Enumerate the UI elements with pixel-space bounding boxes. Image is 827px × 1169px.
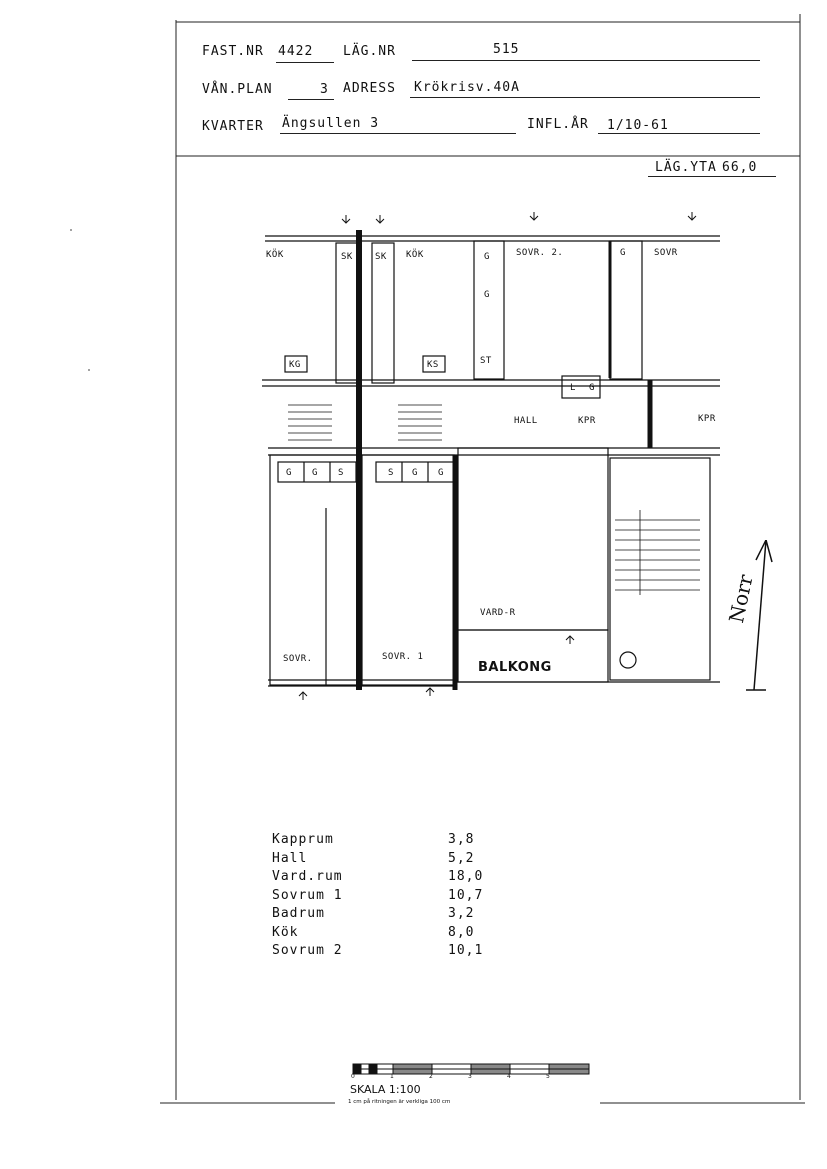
label-sk-1: SK: [341, 252, 353, 262]
lag-yta-value: 66,0: [722, 160, 758, 175]
label-s-2: S: [388, 468, 394, 478]
area-room-value: 3,8: [448, 832, 475, 847]
scale-tick-label: 4: [507, 1073, 511, 1080]
adress-value: Krökrisv.40A: [414, 80, 520, 95]
area-row: [272, 832, 508, 851]
label-kg: KG: [289, 360, 301, 370]
area-row: [272, 943, 508, 962]
label-sovr-left: SOVR.: [283, 654, 313, 664]
label-kok-right: KÖK: [406, 250, 424, 260]
label-g-2: G: [484, 290, 490, 300]
scale-tick-label: 1: [390, 1073, 394, 1080]
label-g-6: G: [412, 468, 418, 478]
norr-label: Norr: [724, 572, 758, 625]
area-row: [272, 888, 508, 907]
label-g-8: G: [589, 383, 595, 393]
lag-yta-label: LÄG.YTA: [655, 160, 717, 175]
label-kpr-2: KPR: [698, 414, 716, 424]
label-s-1: S: [338, 468, 344, 478]
scale-tick-label: 2: [429, 1073, 433, 1080]
label-g-1: G: [484, 252, 490, 262]
area-room-value: 10,7: [448, 887, 484, 903]
scale-tick-label: 3: [468, 1073, 472, 1080]
area-room-value: 10,1: [448, 943, 484, 958]
area-row: [272, 851, 508, 870]
label-kok-left: KÖK: [266, 250, 284, 260]
area-room-value: 8,0: [448, 924, 475, 940]
area-room-value: 5,2: [448, 850, 475, 866]
scale-subtitle: 1 cm på ritningen är verkliga 100 cm: [348, 1099, 451, 1105]
area-room-value: 18,0: [448, 869, 484, 884]
lag-nr-value: 515: [493, 42, 520, 57]
label-vard-r: VARD-R: [480, 608, 516, 618]
label-sovr-right: SOVR: [654, 248, 678, 258]
area-row: [272, 869, 508, 888]
scale-tick-label: 5: [546, 1073, 550, 1080]
fast-nr-label: FAST.NR: [202, 44, 264, 59]
label-g-4: G: [286, 468, 292, 478]
area-room-name: Hall: [272, 850, 308, 866]
infl-ar-value: 1/10-61: [607, 118, 669, 133]
scale-ticks: [350, 1073, 595, 1083]
label-l: L: [570, 383, 576, 393]
area-row: [272, 925, 508, 944]
area-room-value: 3,2: [448, 906, 475, 921]
scale-title: SKALA 1:100: [350, 1083, 421, 1096]
area-room-name: Vard.rum: [272, 869, 343, 884]
area-room-name: Badrum: [272, 906, 325, 921]
scale-tick-label: 0: [351, 1073, 355, 1080]
label-hall: HALL: [514, 416, 538, 426]
label-kpr-1: KPR: [578, 416, 596, 426]
infl-ar-label: INFL.ÅR: [527, 117, 589, 132]
label-st: ST: [480, 356, 492, 366]
label-sovr1: SOVR. 1: [382, 652, 424, 662]
fast-nr-value: 4422: [278, 44, 314, 59]
adress-label: ADRESS: [343, 81, 396, 96]
area-room-name: Sovrum 2: [272, 943, 343, 958]
label-g-7: G: [438, 468, 444, 478]
label-g-5: G: [312, 468, 318, 478]
area-table: [272, 832, 508, 962]
area-room-name: Kapprum: [272, 832, 334, 847]
label-sovr2: SOVR. 2.: [516, 248, 564, 258]
kvarter-label: KVARTER: [202, 119, 264, 134]
kvarter-value: Ängsullen 3: [282, 116, 380, 131]
area-room-name: Kök: [272, 924, 299, 940]
van-plan-label: VÅN.PLAN: [202, 82, 273, 97]
label-g-3: G: [620, 248, 626, 258]
area-room-name: Sovrum 1: [272, 887, 343, 903]
lag-nr-label: LÄG.NR: [343, 44, 396, 59]
label-balkong: BALKONG: [478, 660, 552, 675]
label-sk-2: SK: [375, 252, 387, 262]
area-row: [272, 906, 508, 925]
van-plan-value: 3: [320, 82, 329, 97]
label-ks: KS: [427, 360, 439, 370]
